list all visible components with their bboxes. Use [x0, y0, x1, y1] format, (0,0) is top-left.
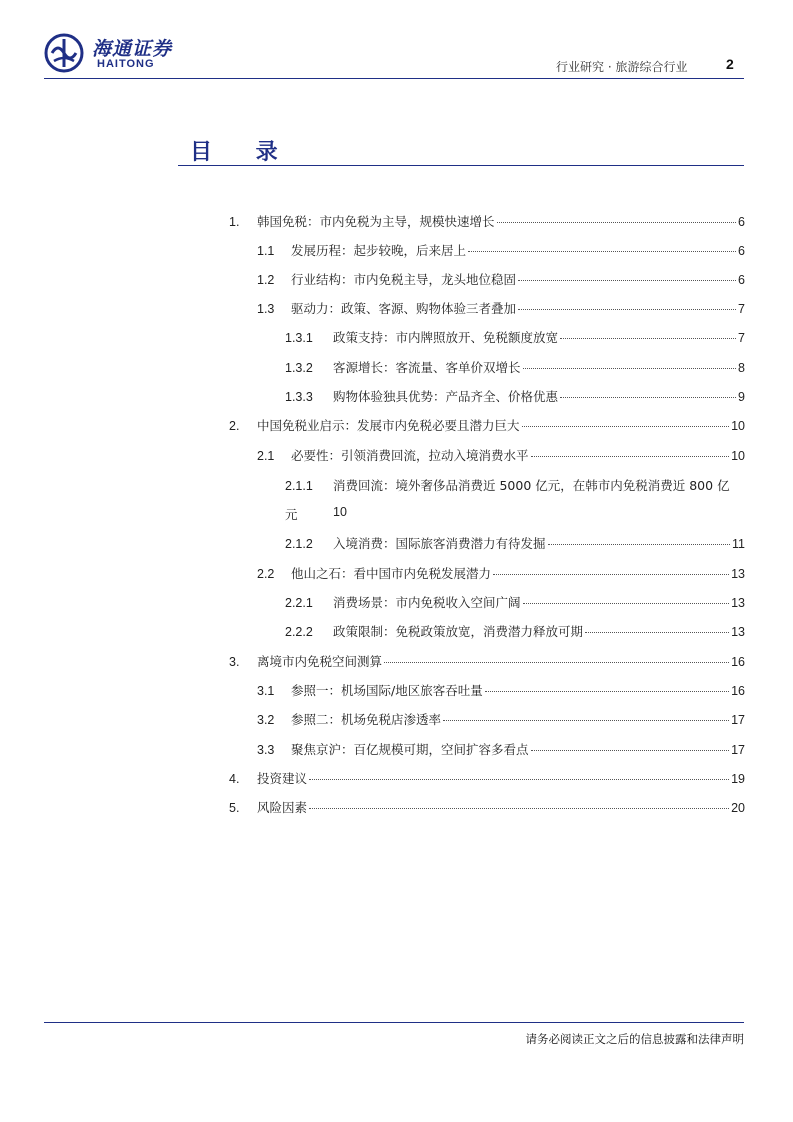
toc-entry-number: 3. — [229, 655, 240, 669]
toc-entry-number: 2.1.2 — [285, 537, 313, 551]
toc-entry-page: 10 — [731, 449, 745, 463]
toc-entry-2-1-1-continuation[interactable] — [285, 505, 745, 523]
toc-entry-1-2[interactable] — [257, 270, 745, 288]
toc-entry-text: 离境市内免税空间测算 — [257, 654, 383, 669]
toc-entry-text: 客源增长：客流量、客单价双增长 — [333, 360, 521, 375]
toc-entry-number: 4. — [229, 772, 240, 786]
toc-entry-text: 消费场景：市内免税收入空间广阔 — [333, 595, 521, 610]
toc-entry-page: 6 — [738, 273, 745, 287]
toc-entry-2-2-2[interactable] — [285, 622, 745, 640]
toc-entry-number: 2.2.2 — [285, 625, 313, 639]
toc-entry-page: 7 — [738, 331, 745, 345]
header-divider — [44, 78, 744, 79]
toc-entry-number: 2.1.1 — [285, 479, 313, 493]
toc-entry-2-1[interactable] — [257, 446, 745, 464]
toc-entry-text: 政策限制：免税政策放宽，消费潜力释放可期 — [333, 624, 584, 639]
toc-dot-leader — [497, 222, 737, 223]
toc-entry-2-2-1[interactable] — [285, 593, 745, 611]
toc-entry-page: 16 — [731, 684, 745, 698]
toc-entry-number: 1.1 — [257, 244, 275, 258]
toc-entry-text: 参照二：机场免税店渗透率 — [291, 712, 442, 727]
toc-dot-leader — [585, 632, 729, 633]
toc-dot-leader — [493, 574, 729, 575]
toc-entry-number: 1.2 — [257, 273, 275, 287]
toc-entry-text: 聚焦京沪：百亿规模可期，空间扩容多看点 — [291, 742, 529, 757]
toc-entry-number: 3.3 — [257, 743, 275, 757]
toc-entry-text: 风险因素 — [257, 800, 308, 815]
toc-entry-page: 19 — [731, 772, 745, 786]
toc-entry-text: 中国免税业启示：发展市内免税必要且潜力巨大 — [257, 418, 520, 433]
toc-entry-text: 购物体验独具优势：产品齐全、价格优惠 — [333, 389, 559, 404]
toc-entry-number: 2.1 — [257, 449, 275, 463]
toc-entry-number: 1.3.2 — [285, 361, 313, 375]
page-number: 2 — [726, 56, 734, 72]
toc-entry-number: 1.3 — [257, 302, 275, 316]
toc-entry-3-1[interactable] — [257, 681, 745, 699]
toc-dot-leader — [443, 720, 729, 721]
logo-english-name: HAITONG — [97, 58, 155, 70]
toc-entry-text: 驱动力：政策、客源、购物体验三者叠加 — [291, 301, 517, 316]
toc-dot-leader — [384, 662, 729, 663]
toc-entry-number: 3.2 — [257, 713, 275, 727]
toc-entry-number: 3.1 — [257, 684, 275, 698]
toc-entry-number: 5. — [229, 801, 240, 815]
toc-dot-leader — [523, 603, 730, 604]
toc-dot-leader — [523, 368, 737, 369]
toc-dot-leader — [522, 426, 730, 427]
toc-dot-leader — [309, 808, 729, 809]
toc-entry-page: 8 — [738, 361, 745, 375]
toc-entry-text: 政策支持：市内牌照放开、免税额度放宽 — [333, 330, 559, 345]
toc-entry-text: 入境消费：国际旅客消费潜力有待发掘 — [333, 536, 546, 551]
toc-entry-page: 9 — [738, 390, 745, 404]
toc-entry-3-2[interactable] — [257, 710, 745, 728]
toc-entry-2-2[interactable] — [257, 564, 745, 582]
toc-entry-3[interactable] — [229, 652, 745, 670]
toc-dot-leader — [531, 456, 730, 457]
toc-entry-page: 13 — [731, 625, 745, 639]
toc-entry-page: 10 — [333, 505, 347, 519]
toc-entry-2-1-1[interactable] — [285, 476, 745, 494]
toc-entry-text: 发展历程：起步较晚，后来居上 — [291, 243, 467, 258]
toc-dot-leader — [560, 397, 736, 398]
toc-entry-number: 1.3.3 — [285, 390, 313, 404]
toc-entry-1-3-1[interactable] — [285, 328, 745, 346]
toc-entry-text: 参照一：机场国际/地区旅客吞吐量 — [291, 683, 483, 698]
toc-dot-leader — [468, 251, 736, 252]
logo-chinese-name: 海通证券 — [92, 38, 173, 60]
toc-dot-leader — [560, 338, 736, 339]
toc-entry-text: 消费回流：境外奢侈品消费近 5000 亿元，在韩市内免税消费近 800 亿 — [333, 478, 730, 493]
toc-entry-1[interactable] — [229, 212, 745, 230]
toc-dot-leader — [518, 280, 736, 281]
toc-dot-leader — [485, 691, 729, 692]
toc-dot-leader — [309, 779, 729, 780]
toc-entry-text-continuation: 元 — [285, 507, 298, 522]
toc-entry-page: 6 — [738, 215, 745, 229]
toc-entry-2[interactable] — [229, 416, 745, 434]
toc-entry-text: 投资建议 — [257, 771, 308, 786]
toc-dot-leader — [518, 309, 736, 310]
toc-entry-2-1-2[interactable] — [285, 534, 745, 552]
toc-entry-1-3[interactable] — [257, 299, 745, 317]
toc-entry-3-3[interactable] — [257, 740, 745, 758]
toc-entry-5[interactable] — [229, 798, 745, 816]
toc-entry-text: 行业结构：市内免税主导，龙头地位稳固 — [291, 272, 517, 287]
haitong-logo-icon — [44, 33, 84, 73]
toc-entry-1-1[interactable] — [257, 241, 745, 259]
toc-entry-number: 1.3.1 — [285, 331, 313, 345]
toc-entry-page: 13 — [731, 567, 745, 581]
toc-entry-text: 必要性：引领消费回流，拉动入境消费水平 — [291, 448, 529, 463]
toc-title-divider — [178, 165, 744, 166]
legal-disclaimer: 请务必阅读正文之后的信息披露和法律声明 — [525, 1032, 744, 1046]
toc-entry-number: 2.2 — [257, 567, 275, 581]
toc-entry-page: 20 — [731, 801, 745, 815]
toc-entry-4[interactable] — [229, 769, 745, 787]
toc-dot-leader — [548, 544, 731, 545]
toc-entry-number: 2.2.1 — [285, 596, 313, 610]
toc-entry-page: 11 — [732, 537, 745, 551]
toc-entry-page: 17 — [731, 743, 745, 757]
toc-entry-number: 1. — [229, 215, 240, 229]
toc-title: 目 录 — [190, 140, 296, 165]
toc-entry-text: 韩国免税：市内免税为主导，规模快速增长 — [257, 214, 495, 229]
toc-entry-1-3-2[interactable] — [285, 358, 745, 376]
toc-entry-page: 6 — [738, 244, 745, 258]
page-header — [0, 0, 793, 80]
toc-entry-page: 10 — [731, 419, 745, 433]
footer-divider — [44, 1022, 744, 1023]
report-category: 行业研究 · 旅游综合行业 — [556, 60, 688, 74]
toc-entry-page: 7 — [738, 302, 745, 316]
toc-entry-1-3-3[interactable] — [285, 387, 745, 405]
toc-entry-page: 16 — [731, 655, 745, 669]
toc-entry-page: 17 — [731, 713, 745, 727]
toc-dot-leader — [531, 750, 730, 751]
toc-entry-number: 2. — [229, 419, 240, 433]
toc-entry-text: 他山之石：看中国市内免税发展潜力 — [291, 566, 492, 581]
toc-entry-page: 13 — [731, 596, 745, 610]
